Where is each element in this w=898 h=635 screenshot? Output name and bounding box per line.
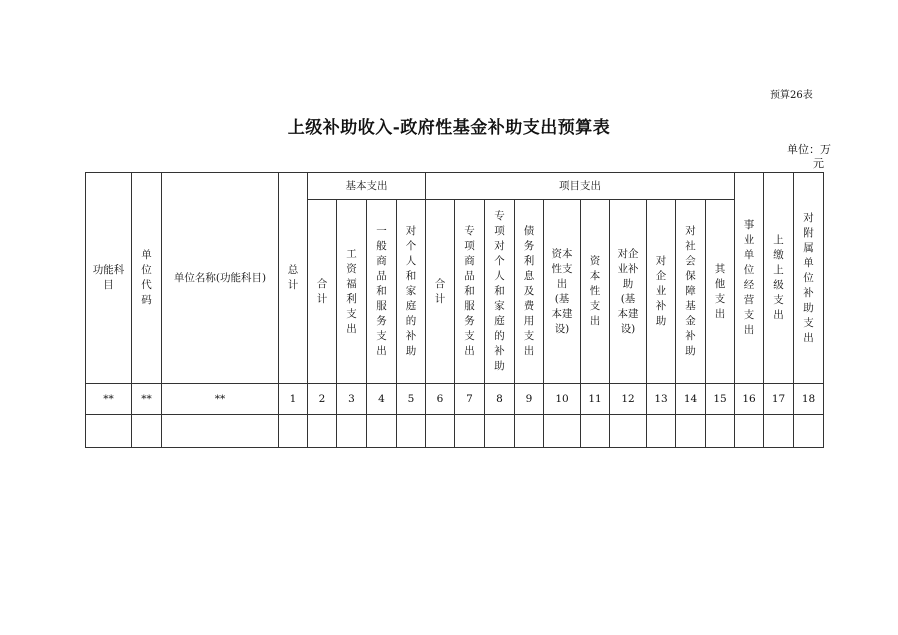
header-household-subsidy: 对个人和家庭的补助 [397, 200, 426, 384]
empty-cell [676, 415, 706, 448]
header-unit-code: 单位代码 [132, 173, 162, 384]
empty-cell [397, 415, 426, 448]
unit-label: 单位：万 [787, 143, 831, 156]
header-remit-upper: 上缴上级支出 [764, 173, 794, 384]
header-total: 总计 [279, 173, 308, 384]
header-subsidy-affiliates: 对附属单位补助支出 [794, 173, 824, 384]
empty-cell [279, 415, 308, 448]
number-cell: 8 [485, 384, 515, 415]
header-enterprise-infrastructure: 对企业补助(基本建设) [610, 200, 647, 384]
number-cell: 16 [735, 384, 764, 415]
number-cell: 11 [581, 384, 610, 415]
header-capital: 资本性支出 [581, 200, 610, 384]
number-cell: ** [162, 384, 279, 415]
number-cell: 17 [764, 384, 794, 415]
number-cell: 10 [544, 384, 581, 415]
header-special-goods-services: 专项商品和服务支出 [455, 200, 485, 384]
number-cell: 12 [610, 384, 647, 415]
number-cell: 14 [676, 384, 706, 415]
number-cell: 7 [455, 384, 485, 415]
number-cell: 3 [337, 384, 367, 415]
header-basic-group: 基本支出 [308, 173, 426, 200]
empty-cell [544, 415, 581, 448]
empty-cell [610, 415, 647, 448]
unit-value: 元 [813, 157, 824, 170]
number-cell: 9 [515, 384, 544, 415]
empty-cell [735, 415, 764, 448]
empty-cell [515, 415, 544, 448]
page-title: 上级补助收入-政府性基金补助支出预算表 [287, 118, 611, 138]
empty-cell [706, 415, 735, 448]
empty-cell [426, 415, 455, 448]
number-cell: 4 [367, 384, 397, 415]
header-unit-name: 单位名称(功能科目) [162, 173, 279, 384]
header-enterprise-subsidy: 对企业补助 [647, 200, 676, 384]
number-cell: ** [132, 384, 162, 415]
number-row [86, 384, 824, 415]
empty-cell [162, 415, 279, 448]
number-cell: 1 [279, 384, 308, 415]
header-special-household-subsidy: 专项对个人和家庭的补助 [485, 200, 515, 384]
number-cell: 5 [397, 384, 426, 415]
header-social-security-fund: 对社会保障基金补助 [676, 200, 706, 384]
number-cell: 15 [706, 384, 735, 415]
header-project-group: 项目支出 [426, 173, 735, 200]
header-debt-interest: 债务利息及费用支出 [515, 200, 544, 384]
header-basic-subtotal: 合计 [308, 200, 337, 384]
header-goods-services: 一般商品和服务支出 [367, 200, 397, 384]
form-number: 预算26表 [770, 90, 813, 101]
empty-cell [132, 415, 162, 448]
number-cell: 6 [426, 384, 455, 415]
empty-cell [764, 415, 794, 448]
empty-cell [455, 415, 485, 448]
number-cell: 2 [308, 384, 337, 415]
header-func-code: 功能科目 [86, 173, 132, 384]
number-cell: 18 [794, 384, 824, 415]
empty-cell [581, 415, 610, 448]
header-capital-infrastructure: 资本性支出(基本建设) [544, 200, 581, 384]
header-group-row [86, 173, 824, 200]
empty-cell [647, 415, 676, 448]
header-project-subtotal: 合计 [426, 200, 455, 384]
empty-cell [485, 415, 515, 448]
number-cell: ** [86, 384, 132, 415]
header-salary-welfare: 工资福利支出 [337, 200, 367, 384]
header-business-expense: 事业单位经营支出 [735, 173, 764, 384]
empty-cell [367, 415, 397, 448]
header-other-expense: 其他支出 [706, 200, 735, 384]
empty-cell [86, 415, 132, 448]
empty-cell [308, 415, 337, 448]
data-row-empty [86, 415, 824, 448]
empty-cell [337, 415, 367, 448]
budget-table [85, 172, 824, 448]
number-cell: 13 [647, 384, 676, 415]
empty-cell [794, 415, 824, 448]
